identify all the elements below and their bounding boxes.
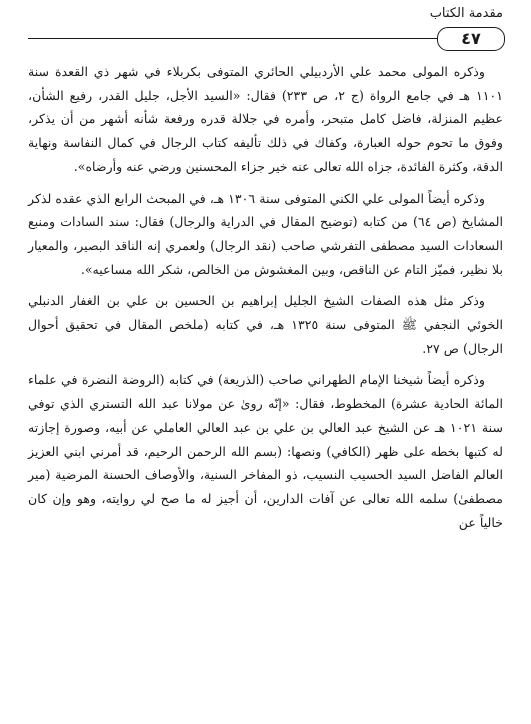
paragraph: وذكره أيضاً المولى علي الكني المتوفى سنة ١٣٠٦ هـ، في المبحث الرابع الذي عقده لذكر المشايخ (ص ٦٤) من كتابه (توضيح المقال في الدراية والرجال) فقال: سند السادات ومنبع السعادات السيد مصطفى التفرشي صاحب (نقد الرجال) ولعمري إنه الناقد البصير، والمعيار بلا نظير، فميّز التام عن الناقص، وبين المغشوش من الخالص، شكر الله مساعيه».	[28, 190, 504, 277]
paragraph: وذكره أيضاً شيخنا الإمام الطهراني صاحب (الذريعة) في كتابه (الروضة النضرة في علماء المائة الحادية عشرة) المخطوط، فقال: «إنّه روىٰ عن مولانا عبد الله التستري الذي توفي سنة ١٠٢١ هـ عن الشيخ عبد العالي بن علي بن عبد العالي العاملي عن أبيه، وصورة إجازته له كتبها بخطه على ظهر (الكافي) ونصها: (بسم الله الرحمن الرحيم، قد أمرني ابني العزيز العالم الفاضل السيد الحسيب النسيب، ذو المفاخر السنية، والأوصاف الحسنة المرضية (مير مصطفىٰ) سلمه الله تعالى عن آفات الدارين، أن أجيز له ما صح لي روايته، وهو وإن كان خالياً عن	[28, 372, 503, 530]
paragraph: وذكر مثل هذه الصفات الشيخ الجليل إبراهيم بن الحسين بن علي بن الغفار الدنبلي الخوئي النجفي ﷺ المتوفى سنة ١٣٢٥ هـ، في كتابه (ملخص المقال في تحقيق أحوال الرجال) ص ٢٧.	[28, 293, 503, 356]
body-text	[28, 60, 503, 542]
page-number: ٤٧	[437, 27, 505, 51]
running-title: مقدمة الكتاب	[429, 6, 503, 21]
header-rule	[28, 38, 443, 39]
paragraph: وذكره المولى محمد علي الأردبيلي الحائري المتوفى بكربلاء في شهر ذي القعدة سنة ١١٠١ هـ في جامع الرواة (ج ٢، ص ٢٣٣) فقال: «السيد الأجل، جليل القدر، رفيع الشأن، عظيم المنزلة، فاضل كامل متبحر، وأمره في جلالة قدره ورفعة شأنه أشهر من أن يذكر، وفوق ما تحوم حوله العبارة، وكفاك في ذلك تأليفه كتاب الرجال في كمال النفاسة ونهاية الدقة، وكثرة الفائدة، جزاه الله تعالى عنه خير جزاء المحسنين ورضي عنه وأرضاه».	[28, 64, 503, 174]
